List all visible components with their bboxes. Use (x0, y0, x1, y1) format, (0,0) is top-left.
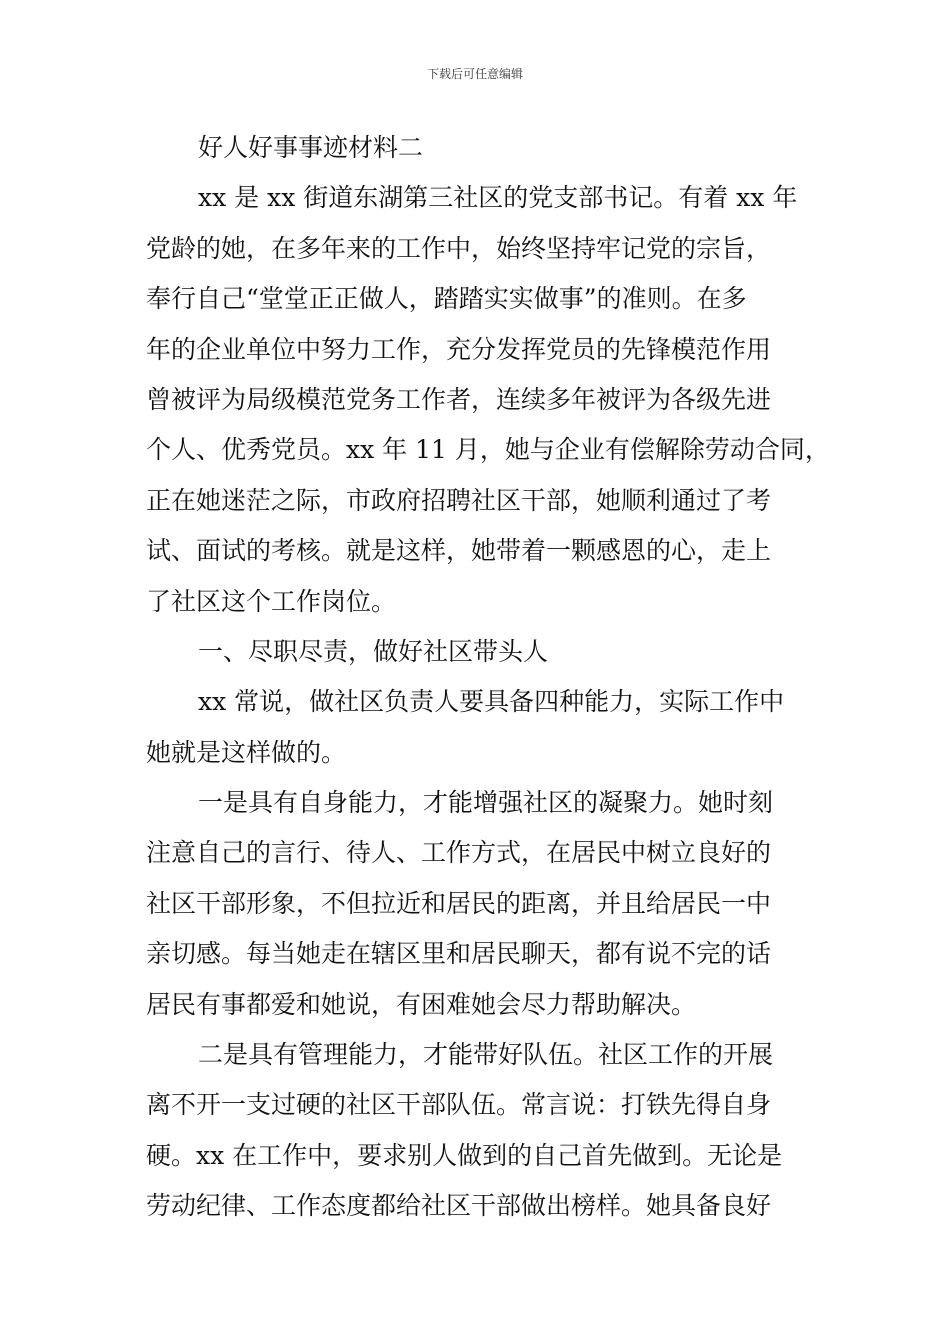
paragraph-line: 党龄的她，在多年来的工作中，始终坚持牢记党的宗旨， (146, 233, 772, 263)
section-heading: 一、尽职尽责，做好社区带头人 (198, 636, 549, 666)
paragraph-line: 社区干部形象，不但拉近和居民的距离，并且给居民一中 (146, 888, 772, 918)
document-title: 好人好事事迹材料二 (198, 133, 424, 162)
paragraph-line: 离不开一支过硬的社区干部队伍。常言说：打铁先得自身 (146, 1090, 772, 1120)
paragraph-line: 试、面试的考核。就是这样，她带着一颗感恩的心，走上 (146, 536, 772, 566)
paragraph-line: 曾被评为局级模范党务工作者，连续多年被评为各级先进 (146, 384, 772, 414)
paragraph-line: 正在她迷茫之际，市政府招聘社区干部，她顺利通过了考 (146, 485, 772, 515)
paragraph-line: 亲切感。每当她走在辖区里和居民聊天，都有说不完的话 (146, 939, 772, 969)
paragraph-line: xx 是 xx 街道东湖第三社区的党支部书记。有着 xx 年 (198, 183, 798, 213)
paragraph-line: 了社区这个工作岗位。 (146, 586, 397, 616)
paragraph-line: 年的企业单位中努力工作，充分发挥党员的先锋模范作用 (146, 334, 772, 364)
paragraph-line: 她就是这样做的。 (146, 737, 347, 767)
paragraph-line: 劳动纪律、工作态度都给社区干部做出榜样。她具备良好 (146, 1191, 772, 1221)
paragraph-line: 一是具有自身能力，才能增强社区的凝聚力。她时刻 (198, 788, 774, 818)
paragraph-line: 二是具有管理能力，才能带好队伍。社区工作的开展 (198, 1040, 774, 1070)
paragraph-line: 个人、优秀党员。xx 年 11 月，她与企业有偿解除劳动合同， (146, 435, 830, 465)
paragraph-line: 硬。xx 在工作中，要求别人做到的自己首先做到。无论是 (146, 1140, 783, 1170)
paragraph-line: 居民有事都爱和她说，有困难她会尽力帮助解决。 (146, 989, 697, 1019)
paragraph-line: xx 常说，做社区负责人要具备四种能力，实际工作中 (198, 687, 785, 717)
page-header: 下载后可任意编辑 (426, 67, 523, 81)
document-body (146, 123, 830, 1232)
paragraph-line: 注意自己的言行、待人、工作方式，在居民中树立良好的 (146, 838, 772, 868)
paragraph-line: 奉行自己“堂堂正正做人，踏踏实实做事”的准则。在多 (146, 284, 747, 314)
